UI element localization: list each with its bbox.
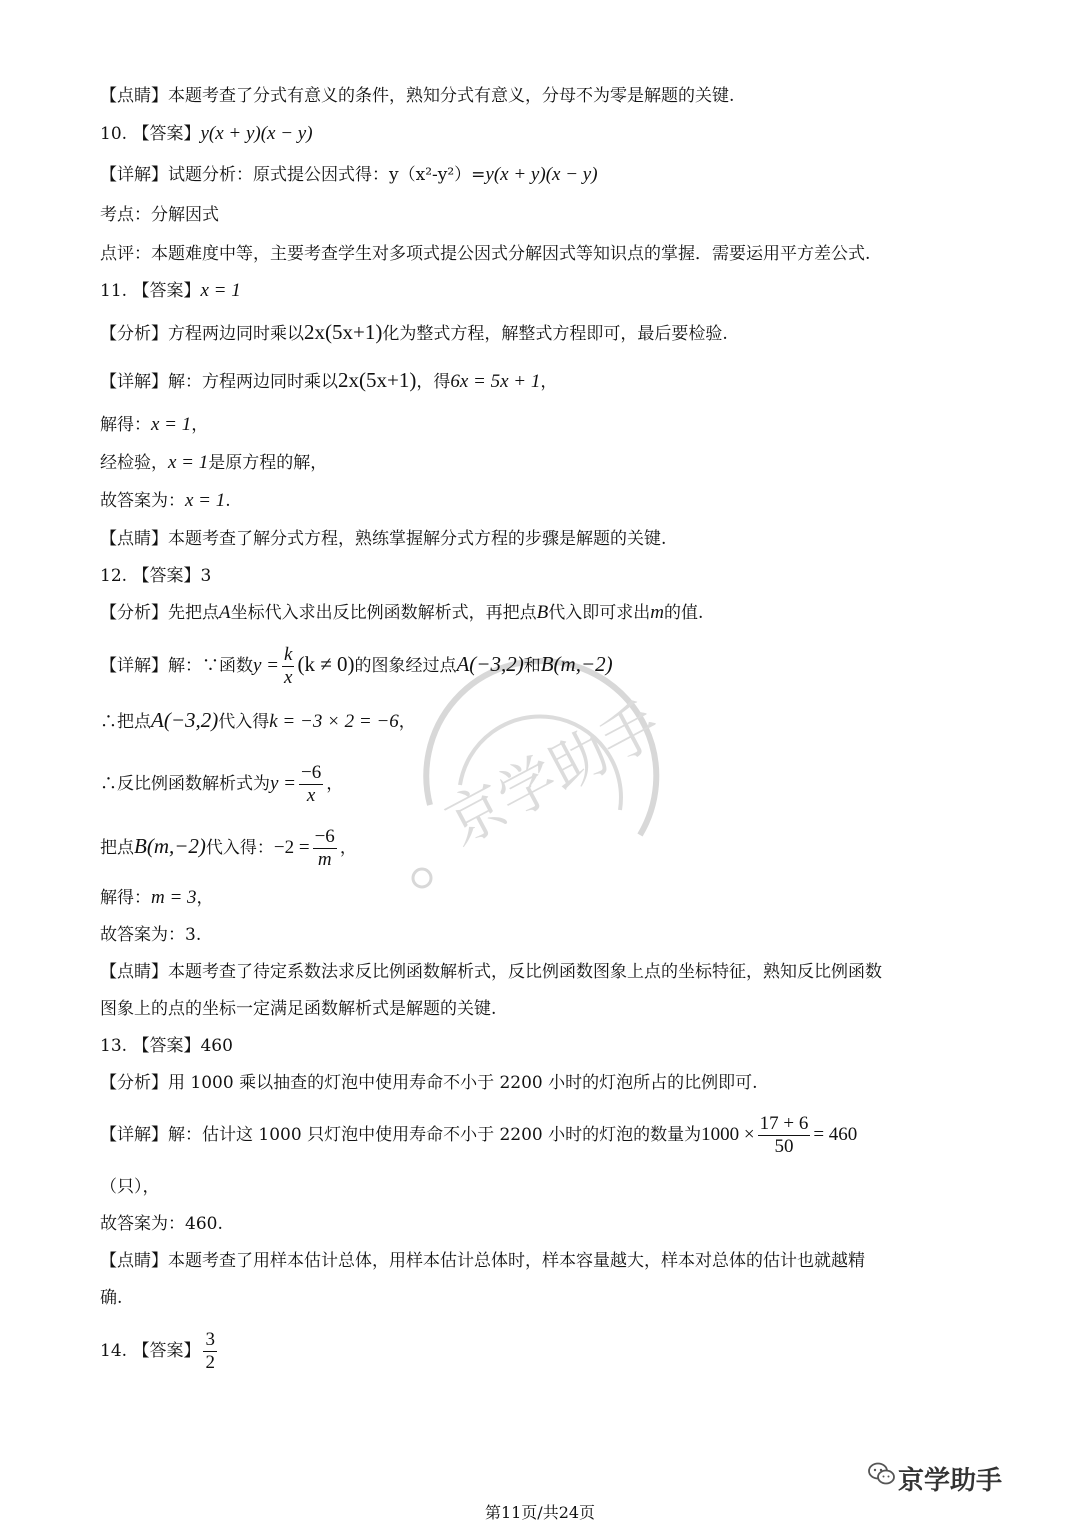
l20: 故答案为：3. [100, 925, 202, 945]
l29: 确. [100, 1288, 123, 1308]
l16: ∴把点A(−3,2)代入得k = −3 × 2 = −6， [100, 708, 416, 732]
l18: 把点B(m,−2)代入得：−2 = $\frac{-6}{m}$ ， [100, 826, 357, 870]
wechat-icon [868, 1462, 896, 1486]
l07: 【分析】方程两边同时乘以2x(5x+1)化为整式方程，解整式方程即可，最后要检验. [100, 320, 728, 344]
l27: 故答案为：460. [100, 1214, 223, 1234]
answer-10: 10. 【答案】y(x + y)(x − y) [100, 123, 313, 144]
page-number: 第11页/共24页 [484, 1503, 596, 1522]
answer-11: 11. 【答案】x = 1 [100, 280, 241, 301]
fraction: $\frac{-6}{x}$ [301, 762, 322, 806]
footer-brand: 京学助手 [898, 1466, 1003, 1496]
fraction: $\frac{k}{x}$ [284, 644, 293, 688]
l08: 【详解】解：方程两边同时乘以2x(5x+1)，得6x = 5x + 1， [100, 368, 558, 392]
l19: 解得：m = 3， [100, 887, 214, 908]
l17: ∴反比例函数解析式为y = $\frac{-6}{x}$ ， [100, 762, 344, 806]
answer-14: 14. 【答案】 $\frac{3}{2}$ [100, 1329, 215, 1373]
watermark-text: 京学助手 [434, 689, 672, 859]
l15: 【详解】解：∵函数y = $\frac{k}{x}$ (k ≠ 0)的图象经过点A(−3,2)和B(m,−2) [100, 644, 613, 688]
answer-13: 13. 【答案】460 [100, 1036, 233, 1056]
l04: 考点：分解因式 [100, 205, 219, 225]
fraction: $\frac{-6}{m}$ [314, 826, 335, 870]
answer-12: 12. 【答案】3 [100, 566, 212, 586]
fraction: $\frac{3}{2}$ [205, 1329, 215, 1373]
l25: 【详解】解：估计这 1000 只灯泡中使用寿命不小于 2200 小时的灯泡的数量为1000 × $\frac{17 + 6}{50}$ = 460 [100, 1113, 858, 1157]
l22: 图象上的点的坐标一定满足函数解析式是解题的关键. [100, 999, 497, 1019]
l12: 【点睛】本题考查了解分式方程，熟练掌握解分式方程的步骤是解题的关键. [100, 529, 667, 549]
l14: 【分析】先把点A坐标代入求出反比例函数解析式，再把点B代入即可求出m的值. [100, 602, 704, 623]
l05: 点评：本题难度中等，主要考查学生对多项式提公因式分解因式等知识点的掌握．需要运用平方差公式. [100, 244, 871, 264]
l28: 【点睛】本题考查了用样本估计总体，用样本估计总体时，样本容量越大，样本对总体的估计也就越精 [100, 1251, 865, 1271]
l26: （只）， [100, 1177, 160, 1197]
l09: 解得：x = 1， [100, 414, 209, 435]
l24: 【分析】用 1000 乘以抽查的灯泡中使用寿命不小于 2200 小时的灯泡所占的比例即可. [100, 1073, 758, 1093]
fraction: $\frac{17 + 6}{50}$ [759, 1113, 809, 1157]
l21: 【点睛】本题考查了待定系数法求反比例函数解析式，反比例函数图象上点的坐标特征，熟知反比例函数 [100, 962, 882, 982]
l03: 【详解】试题分析：原式提公因式得：y（x²-y²）=y(x + y)(x − y) [100, 164, 598, 185]
l10: 经检验，x = 1是原方程的解， [100, 452, 328, 473]
l11: 故答案为：x = 1. [100, 490, 231, 511]
l01: 【点睛】本题考查了分式有意义的条件，熟知分式有意义，分母不为零是解题的关键. [100, 86, 735, 106]
